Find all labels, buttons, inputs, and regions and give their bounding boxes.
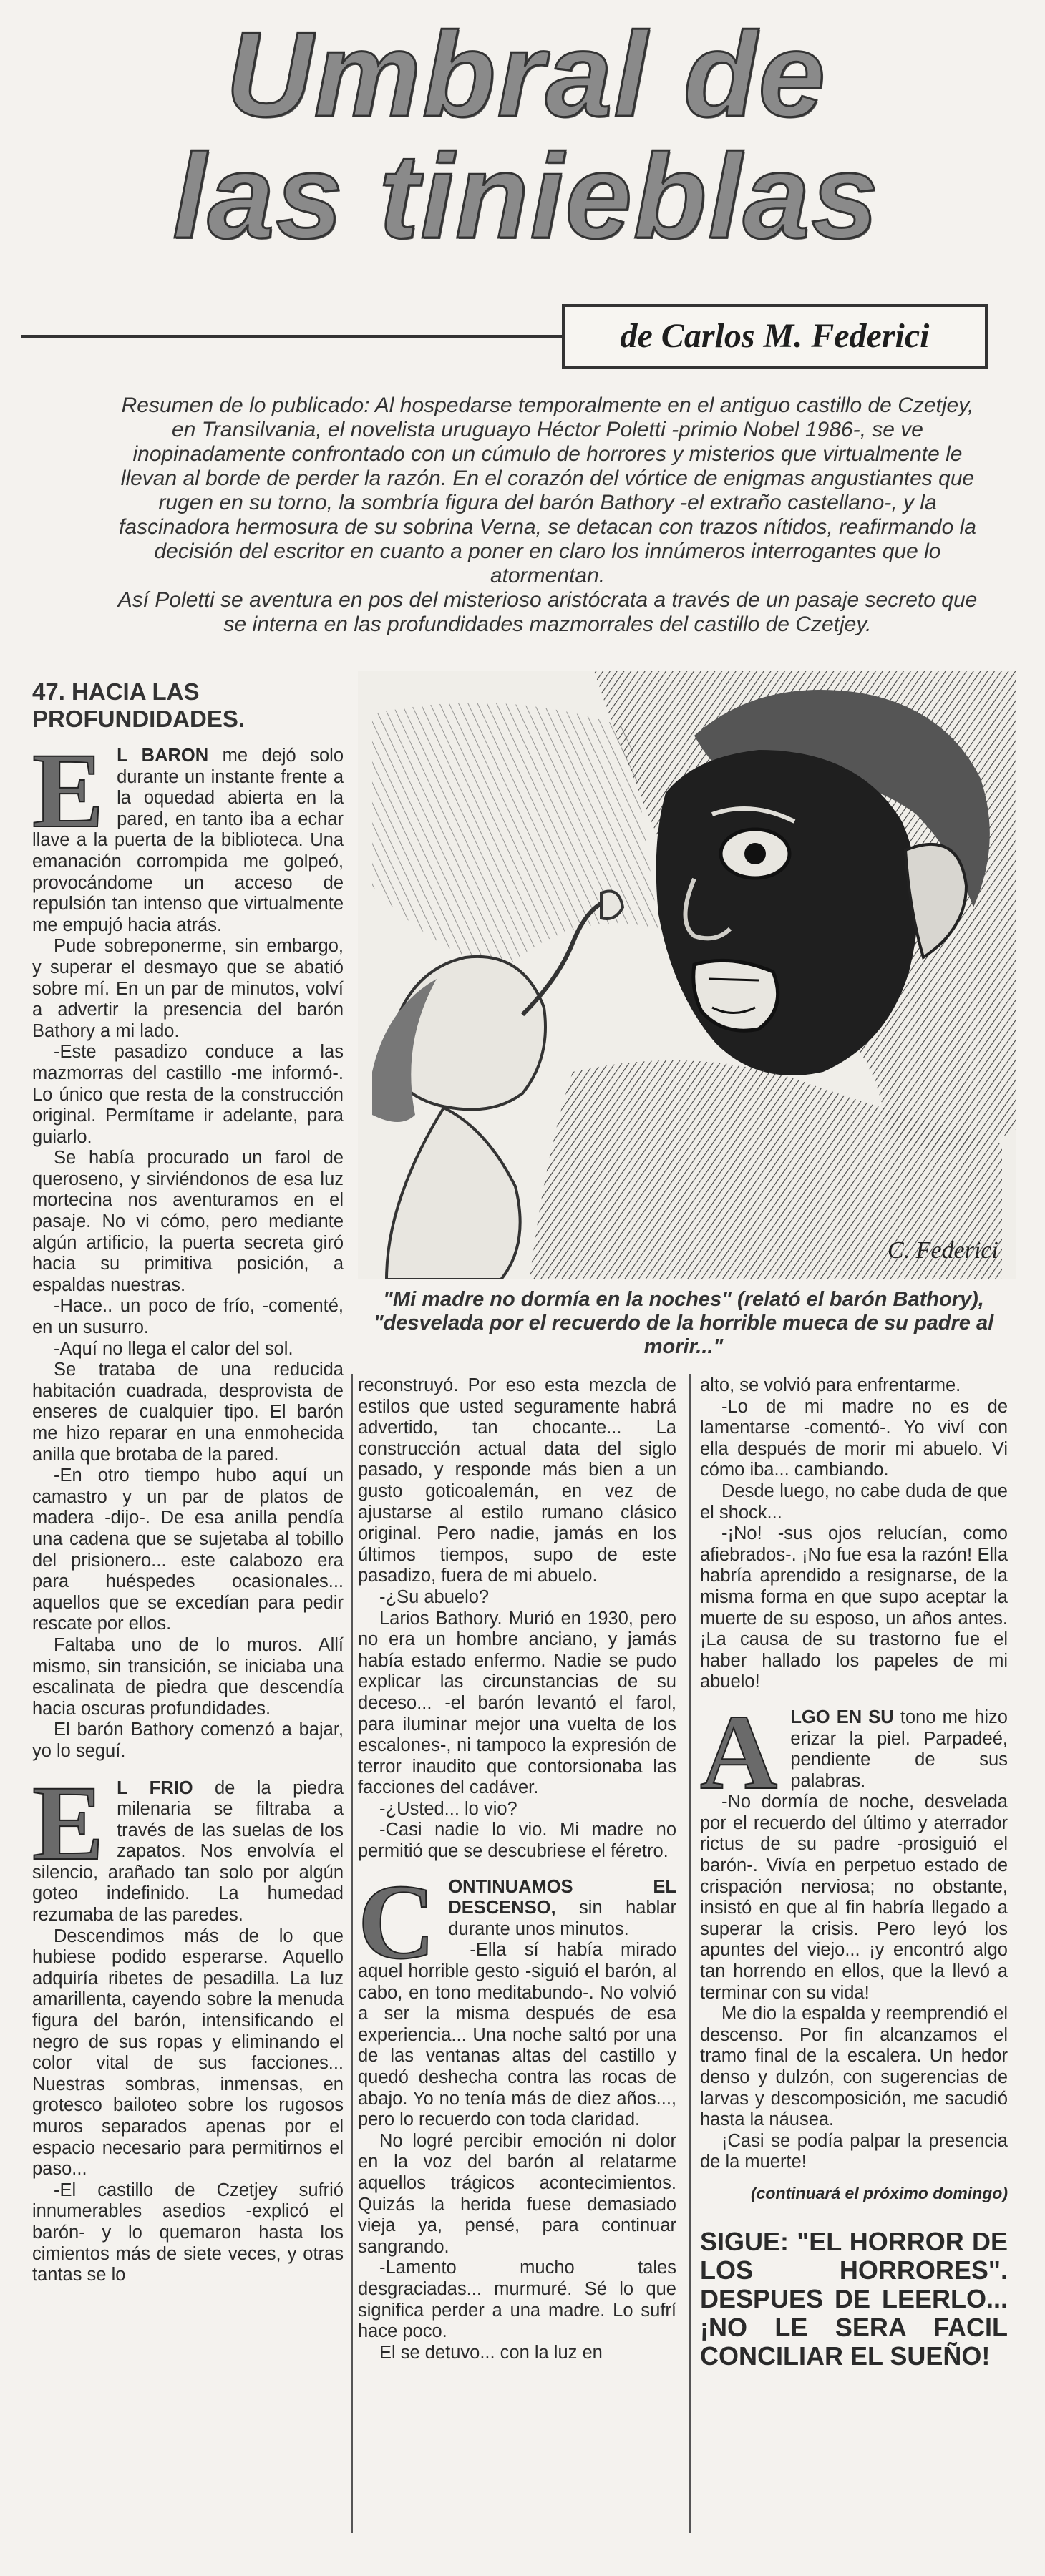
chapter-title: 47. HACIA LAS PROFUNDIDADES. xyxy=(32,678,246,732)
paragraph: -¡No! -sus ojos relucían, como afiebrados-. ¡No fue esa la razón! Ella habría aprendido a resignarse, de la misma forma en que supo aceptar la muerte de su esposo, un años antes. ¡La causa de su trastorno fue el haber hallado los papeles de mi abuelo! xyxy=(700,1523,1008,1692)
paragraph: Se había procurado un farol de queroseno, y sirviéndonos de esa luz mortecina nos aventuramos en el pasaje. No vi cómo, pero mediante algún artificio, la puerta secreta giró hacia su primitiva posición, a espaldas nuestras. xyxy=(32,1148,344,1295)
paragraph-text: me dejó solo durante un instante frente a la oquedad abierta en la pared, en tanto iba a echar llave a la puerta de la biblioteca. Una emanación corrompida me golpeó, provocándome un acceso de repulsión tan intenso que virtualmente me empujó hacia atrás. xyxy=(32,746,344,935)
paragraph: Desde luego, no cabe duda de que el shock... xyxy=(700,1480,1008,1523)
paragraph: El barón Bathory comenzó a bajar, yo lo seguí. xyxy=(32,1719,344,1761)
paragraph: -En otro tiempo hubo aquí un camastro y un par de platos de madera -dijo-. De esa anilla pendía una cadena que se sujetaba al tobillo del prisionero... este calabozo era para huéspedes ocasionales... aquellos que se excedían para pedir rescate por ellos. xyxy=(32,1465,344,1634)
drop-cap: E xyxy=(32,731,104,850)
paragraph: -¿Su abuelo? xyxy=(379,1586,490,1607)
story-summary xyxy=(107,394,988,637)
text-column-1 xyxy=(32,731,344,2286)
lead-in: ONTINUAMOS EL DESCENSO, xyxy=(448,1876,676,1918)
byline-box: de Carlos M. Federici xyxy=(562,304,988,369)
column-divider xyxy=(689,1374,691,2533)
paragraph: -Ella sí había mirado aquel horrible gesto -siguió el barón, al cabo, en tono meditabundo-. No volvió a ser la misma después de esa experiencia... Una noche saltó por una de las ventanas altas del castillo y quedó deshecha contra las rocas de abajo. Yo no tenía más de diez años..., pero lo recuerdo con toda claridad. xyxy=(358,1940,676,2130)
paragraph: alto, se volvió para enfrentarme. xyxy=(700,1375,961,1395)
paragraph: -Casi nadie lo vio. Mi madre no permitió que se descubriese el féretro. xyxy=(358,1820,676,1862)
headline-line-1: Umbral de xyxy=(225,7,827,142)
paragraph-text: de la piedra milenaria se filtraba a través de las suelas de los zapatos. Nos envolvía el silencio, arañado tan solo por algún goteo indefinido. La humedad rezumaba de las paredes. xyxy=(32,1777,344,1926)
lead-in: L BARON xyxy=(117,746,209,766)
paragraph: -Lo de mi madre no es de lamentarse -comentó-. Yo viví con ella después de morir mi abuelo. Vi cómo iba... cambiando. xyxy=(700,1396,1008,1480)
summary-paragraph: Así Poletti se aventura en pos del misterioso aristócrata a través de un pasaje secreto que se interna en las profundidades mazmorrales del castillo de Czetjey. xyxy=(117,588,978,636)
paragraph: -¿Usted... lo vio? xyxy=(379,1798,517,1819)
paragraph: Pude sobreponerme, sin embargo, y superar el desmayo que se abatió sobre mí. En un par de minutos, volví a advertir la presencia del barón Bathory a mi lado. xyxy=(32,936,344,1041)
paragraph-text: sin hablar durante unos minutos. xyxy=(448,1898,676,1939)
lead-in: L FRIO xyxy=(117,1777,193,1798)
paragraph: -Este pasadizo conduce a las mazmorras del castillo -me informó-. Lo único que resta de la construcción original. Permítame ir adelante, para guiarlo. xyxy=(32,1042,344,1147)
paragraph-text: tono me hizo erizar la piel. Parpadeé, pendiente de sus palabras. xyxy=(790,1707,1008,1791)
paragraph: Se trataba de una reducida habitación cuadrada, desprovista de enseres de cualquier tipo. El barón me hizo reparar en una enmohecida anilla que brotaba de la pared. xyxy=(32,1360,344,1465)
paragraph: ¡Casi se podía palpar la presencia de la muerte! xyxy=(700,2130,1008,2172)
summary-paragraph: Resumen de lo publicado: Al hospedarse temporalmente en el antiguo castillo de Czetjey, en Transilvania, el novelista uruguayo Héctor Poletti -primio Nobel 1986-, se ve inopinadamente confrontado con un cúmulo de horrores y misterios que virtualmente le llevan al borde de perder la razón. En el corazón del vórtice de enigmas angustiantes que rugen en su torno, la sombría figura del barón Bathory -el extraño castellano-, y la fascinadora hermosura de su sobrina Verna, se detacan con trazos nítidos, reafirmando la decisión del escritor en cuanto a poner en claro los innúmeros interrogantes que lo atormentan. xyxy=(119,394,976,587)
paragraph: -Aquí no llega el calor del sol. xyxy=(54,1338,293,1359)
column-divider xyxy=(351,1374,353,2533)
paragraph: Larios Bathory. Murió en 1930, pero no era un hombre anciano, y jamás había estado enfermo. Nadie se pudo explicar las circunstancias de su deceso... -el barón levantó el farol, para iluminar mejor una vuelta de los escalones-, ni tampoco la expresión de terror inaudito que contorsionaba las facciones del cadáver. xyxy=(358,1608,676,1798)
paragraph: No logré percibir emoción ni dolor en la voz del barón al relatarme aquellos trágicos acontecimientos. Quizás la herida fuese demasiado vieja ya, pensé, para continuar sangrando. xyxy=(358,2130,676,2257)
paragraph: Faltaba uno de lo muros. Allí mismo, sin transición, se iniciaba una escalinata de piedra que descendía hacia oscuras profundidades. xyxy=(32,1634,344,1719)
drop-cap: C xyxy=(358,1862,436,1981)
headline-line-2: las tinieblas xyxy=(172,129,880,263)
next-chapter-teaser: SIGUE: "EL HORROR DE LOS HORRORES". DESPUES DE LEERLO... ¡NO LE SERA FACIL CONCILIAR EL SUEÑO! xyxy=(700,2226,1008,2371)
paragraph xyxy=(32,1763,344,1926)
paragraph xyxy=(358,1862,676,1981)
continued-note: (continuará el próximo domingo) xyxy=(750,2183,1008,2202)
drop-cap: A xyxy=(700,1692,778,1812)
illustration-signature: C. Federici xyxy=(888,1237,998,1264)
paragraph: -Hace.. un poco de frío, -comenté, en un susurro. xyxy=(32,1296,344,1338)
byline-rule xyxy=(21,335,565,338)
paragraph: El se detuvo... con la luz en xyxy=(379,2342,603,2363)
paragraph: -No dormía de noche, desvelada por el recuerdo del último y aterrador rictus de su padre -prosiguió el barón-. Vivía en perpetuo estado de crispación nerviosa; no obstante, insistó en que al fin habría llegado a superar la crisis. Pero leyó los apuntes del viejo... ¡y encontró algo tan horrendo en ellos, que la llevó a terminar con su vida! xyxy=(700,1792,1008,2003)
text-column-3 xyxy=(700,1375,1008,2371)
drop-cap: E xyxy=(32,1763,104,1883)
paragraph: Me dio la espalda y reemprendió el descenso. Por fin alcanzamos el tramo final de la escalera. Un hedor denso y dulzón, con sugerencias de larvas y descomposición, me sacudió hasta la náusea. xyxy=(700,2004,1008,2130)
lead-in: LGO EN SU xyxy=(790,1707,894,1727)
paragraph: -El castillo de Czetjey sufrió innumerables asedios -explicó el barón- y lo quemaron hasta los cimientos más de siete veces, y otras tantas se lo xyxy=(32,2180,344,2285)
illustration-horror-face xyxy=(358,671,1016,1279)
paragraph xyxy=(32,731,344,936)
illustration-caption: "Mi madre no dormía en la noches" (relató el barón Bathory), "desvelada por el recuerdo de la horrible mueca de su padre al morir..." xyxy=(373,1288,994,1358)
paragraph: reconstruyó. Por eso esta mezcla de estilos que usted seguramente habrá advertido, tan chocante... La construcción actual data del siglo pasado, y responde más bien a un gusto goticoalemán, en vez de ajustarse al estilo rumano clásico original. Pero nadie, jamás en los últimos tiempos, supo de este pasadizo, fuera de mi abuelo. xyxy=(358,1375,676,1586)
text-column-2 xyxy=(358,1375,676,2363)
paragraph xyxy=(700,1692,1008,1812)
paragraph: -Lamento mucho tales desgraciadas... murmuré. Sé lo que significa perder a una madre. Lo sufrí hace poco. xyxy=(358,2258,676,2342)
paragraph: Descendimos más de lo que hubiese podido esperarse. Aquello adquiría ribetes de pesadilla. La luz amarillenta, cayendo sobre la menuda figura del barón, intensificando el negro de sus ropas y eliminando el color vital de sus facciones... Nuestras sombras, inmensas, en grotesco bailoteo sobre los rugosos muros separados apenas por el espacio necesario para permitirnos el paso... xyxy=(32,1926,344,2180)
